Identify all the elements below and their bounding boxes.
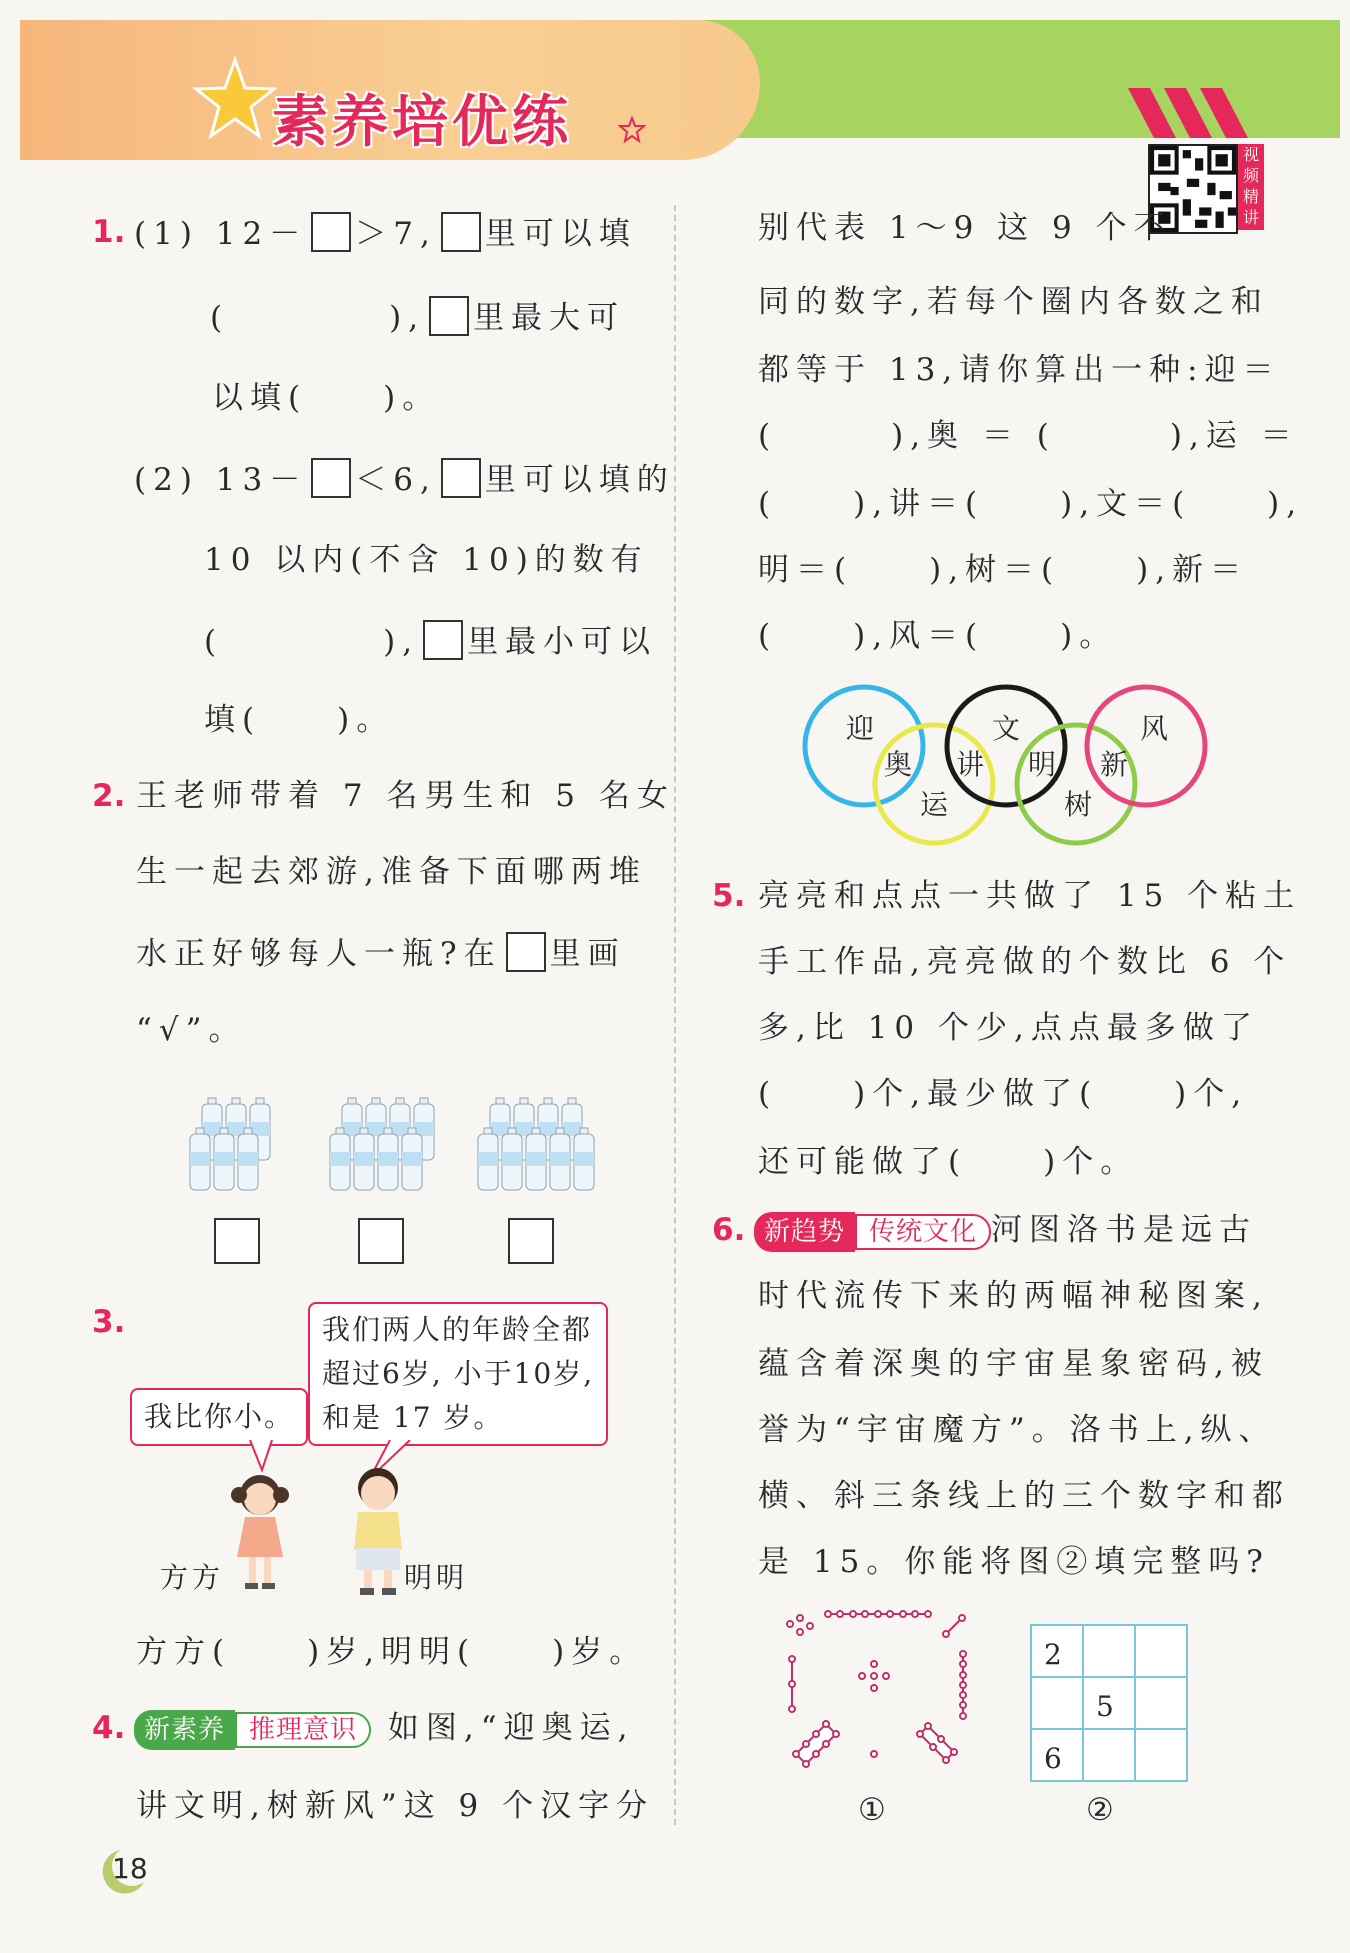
text: 里可以填的 [484, 462, 675, 498]
q2-line1: 王老师带着 7 名男生和 5 名女 [136, 778, 675, 814]
bubble-line: 超过6岁, 小于10岁, [322, 1357, 595, 1390]
grid-cell: 5 [1096, 1690, 1114, 1723]
q5-line5: 还可能做了( )个。 [758, 1144, 1139, 1180]
ring-black [947, 687, 1065, 805]
water-bottle-icon [478, 1128, 498, 1190]
text: 河图洛书是远古 [991, 1212, 1258, 1248]
text: ( [210, 300, 230, 336]
q2-number: 2. [92, 778, 126, 814]
bubble-line: 我们两人的年龄全都 [322, 1313, 593, 1346]
girl-fangfang-illustration [225, 1465, 295, 1595]
page-number: 18 [112, 1852, 148, 1885]
q5-number: 5. [712, 878, 746, 914]
q6-line4: 誉为“宇宙魔方”。洛书上,纵、 [758, 1412, 1277, 1448]
text: 如图,“迎奥运, [387, 1710, 635, 1746]
water-bottle-groups [170, 1092, 610, 1202]
five-rings-diagram [794, 676, 1224, 856]
answer-box[interactable] [311, 458, 351, 498]
text: ＞7, [355, 216, 437, 252]
water-bottle-icon [502, 1128, 522, 1190]
q6-number: 6. [712, 1212, 746, 1248]
q6-line3: 蕴含着深奥的宇宙星象密码,被 [758, 1346, 1269, 1382]
ring-blue [805, 687, 923, 805]
water-bottle-icon [574, 1128, 594, 1190]
answer-box[interactable] [506, 932, 546, 972]
answer-box[interactable] [441, 212, 481, 252]
answer-box[interactable] [311, 212, 351, 252]
water-bottle-icon [330, 1128, 350, 1190]
ring-char: 树 [1064, 788, 1093, 821]
text: 里可以填 [484, 216, 637, 252]
group3-checkbox[interactable] [508, 1218, 554, 1264]
q3-number: 3. [92, 1304, 126, 1340]
answer-box[interactable] [429, 296, 469, 336]
q5-line4: ( )个,最少做了( )个, [758, 1076, 1249, 1112]
stripes-decoration [1128, 88, 1258, 138]
q1-p1-line2 [210, 296, 625, 338]
ring-green [1017, 725, 1135, 843]
luoshu-diagram [778, 1604, 978, 1784]
section-title: 素养培优练 [272, 90, 572, 155]
q2-line3 [136, 932, 626, 974]
ring-char: 新 [1100, 748, 1129, 781]
speech-bubble-mingming [308, 1302, 608, 1446]
water-bottle-icon [526, 1128, 546, 1190]
tag-main: 新趋势 [754, 1212, 855, 1252]
grid-cell: 6 [1044, 1742, 1062, 1775]
ring-pink [1087, 687, 1205, 805]
answer-box[interactable] [441, 458, 481, 498]
ring-char: 明 [1028, 748, 1057, 781]
q4-line6: ( ),奥 ＝ ( ),运 ＝ [758, 418, 1299, 454]
water-bottle-icon [238, 1128, 258, 1190]
text: ( [204, 624, 224, 660]
q4-line4: 同的数字,若每个圈内各数之和 [758, 284, 1269, 320]
q4-line7: ( ),讲＝( ),文＝( ), [758, 486, 1304, 522]
grid-cell: 2 [1044, 1638, 1062, 1671]
name-fangfang: 方方 [160, 1561, 225, 1594]
q1-p2-line1 [134, 458, 675, 500]
qr-label: 视频精讲 [1238, 144, 1264, 230]
q1-number: 1. [92, 214, 126, 250]
name-mingming: 明明 [404, 1561, 469, 1594]
water-bottle-icon [378, 1128, 398, 1190]
figure1-label: ① [858, 1792, 893, 1828]
text: (2) 13－ [134, 462, 308, 498]
small-star-icon [618, 116, 646, 144]
bubble-line: 和是 17 岁。 [322, 1401, 504, 1434]
q1-p1-line1 [134, 212, 637, 254]
q6-line5: 横、斜三条线上的三个数字和都 [758, 1478, 1290, 1514]
q3-answer-line: 方方( )岁,明明( )岁。 [136, 1634, 648, 1670]
water-bottle-icon [354, 1128, 374, 1190]
speech-bubble-fangfang: 我比你小。 [130, 1388, 308, 1446]
q4-line1 [134, 1708, 634, 1750]
star-icon [192, 56, 278, 146]
ring-char: 迎 [846, 712, 875, 745]
q5-line1: 亮亮和点点一共做了 15 个粘土 [758, 878, 1302, 914]
water-bottle-icon [402, 1128, 422, 1190]
text: (1) 12－ [134, 216, 308, 252]
q6-line2: 时代流传下来的两幅神秘图案, [758, 1278, 1269, 1314]
answer-box[interactable] [423, 620, 463, 660]
q6-line1 [754, 1210, 1257, 1252]
q5-line3: 多,比 10 个少,点点最多做了 [758, 1010, 1259, 1046]
ring-yellow [875, 725, 993, 843]
ring-char: 运 [920, 788, 949, 821]
q2-line4: “√”。 [136, 1012, 247, 1048]
ring-char: 讲 [956, 748, 985, 781]
q4-line9: ( ),风＝( )。 [758, 618, 1118, 654]
column-divider [674, 205, 676, 1825]
text: 里画 [549, 936, 626, 972]
q4-line2: 讲文明,树新风”这 9 个汉字分 [136, 1788, 655, 1824]
q2-line2: 生一起去郊游,准备下面哪两堆 [136, 854, 647, 890]
q1-p2-line3 [204, 620, 657, 662]
text: 里最小可以 [467, 624, 658, 660]
q6-line6: 是 15。你能将图②填完整吗? [758, 1544, 1270, 1580]
figure2-label: ② [1086, 1792, 1121, 1828]
q1-p1-line3: 以填( )。 [212, 380, 441, 416]
q4-tag [134, 1710, 371, 1750]
q1-p2-line4: 填( )。 [204, 702, 395, 738]
q4-number: 4. [92, 1710, 126, 1746]
text: 里最大可 [473, 300, 626, 336]
q5-line2: 手工作品,亮亮做的个数比 6 个 [758, 944, 1292, 980]
text: ), [389, 300, 426, 336]
ring-char: 文 [992, 712, 1021, 745]
tag-sub: 推理意识 [235, 1712, 371, 1748]
text: ＜6, [355, 462, 437, 498]
tag-sub: 传统文化 [855, 1214, 991, 1250]
ring-char: 风 [1140, 712, 1169, 745]
group2-checkbox[interactable] [358, 1218, 404, 1264]
ring-char: 奥 [884, 748, 913, 781]
water-bottle-icon [550, 1128, 570, 1190]
tag-main: 新素养 [134, 1710, 235, 1750]
water-bottle-icon [214, 1128, 234, 1190]
text: 水正好够每人一瓶?在 [136, 936, 502, 972]
q4-line8: 明＝( ),树＝( ),新＝ [758, 552, 1249, 588]
q1-p2-line2: 10 以内(不含 10)的数有 [204, 542, 649, 578]
q4-line3: 别代表 1～9 这 9 个不 [758, 210, 1172, 246]
water-bottle-icon [190, 1128, 210, 1190]
text: ), [383, 624, 420, 660]
group1-checkbox[interactable] [214, 1218, 260, 1264]
q4-line5: 都等于 13,请你算出一种:迎＝ [758, 352, 1281, 388]
q6-tag [754, 1212, 991, 1252]
magic-square-grid [1030, 1624, 1190, 1784]
